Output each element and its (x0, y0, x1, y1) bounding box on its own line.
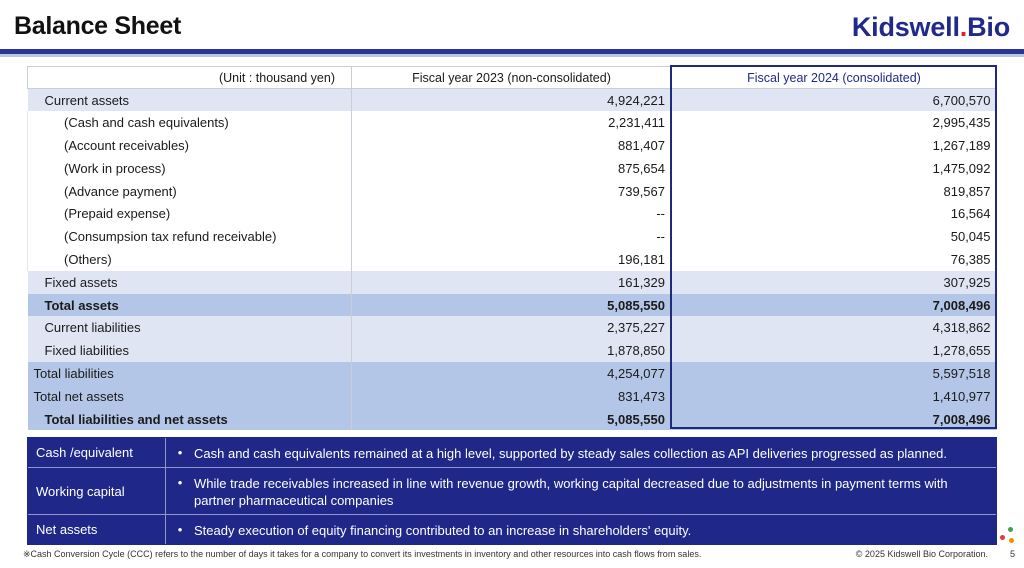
value-fy2023: 161,329 (352, 271, 672, 294)
column-header-fy2023: Fiscal year 2023 (non-consolidated) (352, 67, 672, 89)
table-row (28, 225, 997, 248)
row-label: Fixed assets (28, 271, 352, 294)
row-label: (Cash and cash equivalents) (28, 111, 352, 134)
logo-suffix: Bio (967, 12, 1010, 42)
slide-header (0, 0, 1024, 56)
table-row (28, 408, 997, 431)
row-label: (Work in process) (28, 157, 352, 180)
row-label: (Others) (28, 248, 352, 271)
value-fy2023: 4,924,221 (352, 89, 672, 112)
value-fy2024: 7,008,496 (672, 408, 997, 431)
row-label: Current assets (28, 89, 352, 112)
value-fy2023: 875,654 (352, 157, 672, 180)
page-title: Balance Sheet (14, 12, 182, 40)
balance-sheet-table (27, 66, 997, 430)
bullet-icon: • (177, 475, 183, 490)
note-text: Steady execution of equity financing contributed to an increase in shareholders' equity. (194, 523, 692, 538)
value-fy2023: 1,878,850 (352, 339, 672, 362)
value-fy2023: 5,085,550 (352, 408, 672, 431)
value-fy2024: 1,267,189 (672, 134, 997, 157)
table-row (28, 134, 997, 157)
row-label: Current liabilities (28, 316, 352, 339)
value-fy2024: 16,564 (672, 202, 997, 225)
value-fy2023: 5,085,550 (352, 294, 672, 317)
brand-dots-icon (998, 527, 1018, 547)
commentary-panel (27, 437, 997, 545)
row-label: Total assets (28, 294, 352, 317)
unit-label: (Unit : thousand yen) (28, 67, 352, 89)
value-fy2024: 4,318,862 (672, 316, 997, 339)
table-row (28, 248, 997, 271)
row-label: (Consumpsion tax refund receivable) (28, 225, 352, 248)
company-logo (852, 12, 1010, 43)
table-row (28, 362, 997, 385)
value-fy2023: 4,254,077 (352, 362, 672, 385)
value-fy2023: 2,375,227 (352, 316, 672, 339)
row-label: Fixed liabilities (28, 339, 352, 362)
row-label: (Prepaid expense) (28, 202, 352, 225)
value-fy2023: -- (352, 202, 672, 225)
page-number: 5 (1009, 549, 1015, 559)
value-fy2024: 1,278,655 (672, 339, 997, 362)
footnote: ※Cash Conversion Cycle (CCC) refers to the number of days it takes for a company to convert its investments in inventory and other resources into cash flows from sales. (23, 549, 702, 559)
value-fy2024: 1,475,092 (672, 157, 997, 180)
note-text: Cash and cash equivalents remained at a high level, supported by steady sales collection as API deliveries progressed as planned. (194, 446, 948, 461)
value-fy2024: 7,008,496 (672, 294, 997, 317)
value-fy2023: 2,231,411 (352, 111, 672, 134)
table-header-row (28, 67, 997, 89)
note-row (28, 468, 996, 515)
value-fy2024: 76,385 (672, 248, 997, 271)
note-label: Working capital (28, 468, 166, 514)
value-fy2024: 819,857 (672, 180, 997, 203)
value-fy2023: 739,567 (352, 180, 672, 203)
table-row (28, 294, 997, 317)
logo-main: Kidswell (851, 12, 960, 42)
table-row (28, 339, 997, 362)
note-row (28, 515, 996, 544)
value-fy2023: 831,473 (352, 385, 672, 408)
bullet-icon: • (177, 445, 183, 460)
table-row (28, 385, 997, 408)
table-row (28, 180, 997, 203)
copyright: © 2025 Kidswell Bio Corporation. (855, 549, 988, 559)
note-label: Net assets (28, 515, 166, 544)
value-fy2024: 307,925 (672, 271, 997, 294)
row-label: Total net assets (28, 385, 352, 408)
table-row (28, 157, 997, 180)
note-row (28, 438, 996, 468)
row-label: Total liabilities and net assets (28, 408, 352, 431)
value-fy2023: 881,407 (352, 134, 672, 157)
row-label: Total liabilities (28, 362, 352, 385)
value-fy2023: -- (352, 225, 672, 248)
value-fy2024: 50,045 (672, 225, 997, 248)
logo-dot: . (959, 12, 968, 42)
table-row (28, 271, 997, 294)
table-row (28, 89, 997, 112)
table-row (28, 111, 997, 134)
value-fy2023: 196,181 (352, 248, 672, 271)
value-fy2024: 2,995,435 (672, 111, 997, 134)
value-fy2024: 6,700,570 (672, 89, 997, 112)
table-row (28, 316, 997, 339)
table-row (28, 202, 997, 225)
value-fy2024: 1,410,977 (672, 385, 997, 408)
note-label: Cash /equivalent (28, 438, 166, 467)
bullet-icon: • (177, 522, 183, 537)
row-label: (Advance payment) (28, 180, 352, 203)
dot-orange-icon (1009, 538, 1014, 543)
column-header-fy2024: Fiscal year 2024 (consolidated) (672, 67, 997, 89)
note-text: While trade receivables increased in line with revenue growth, working capital decreased due to adjustments in payment terms with partner pharmaceutical companies (194, 476, 948, 508)
dot-red-icon (1000, 535, 1005, 540)
row-label: (Account receivables) (28, 134, 352, 157)
value-fy2024: 5,597,518 (672, 362, 997, 385)
header-rule-accent (0, 54, 1024, 57)
dot-green-icon (1008, 527, 1013, 532)
